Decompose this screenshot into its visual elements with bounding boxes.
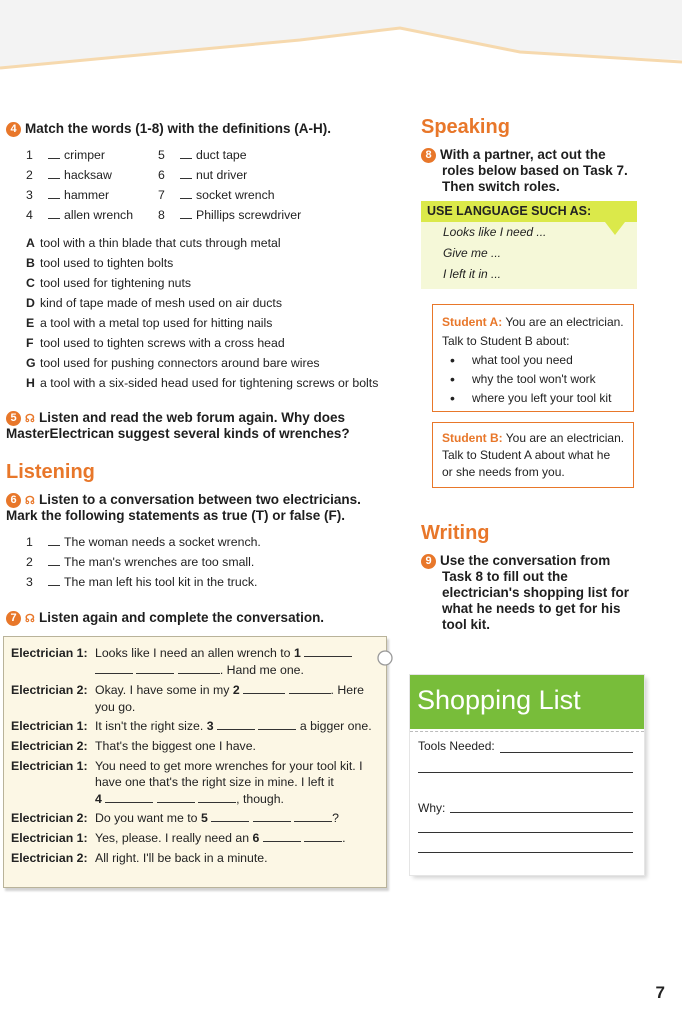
bullet-item: • where you left your tool kit: [442, 389, 633, 408]
answer-blank[interactable]: [263, 830, 301, 842]
why-line[interactable]: [418, 832, 633, 833]
word-item: 1 crimper: [26, 148, 105, 162]
word-item: 4 allen wrench: [26, 208, 134, 222]
task7-number: 7: [6, 611, 21, 626]
bullet-item: • why the tool won't work: [442, 370, 633, 389]
task4-words-col2: [158, 145, 338, 225]
phrase-item: I left it in ...: [443, 267, 502, 281]
definition-item: F tool used to tighten screws with a cross head: [26, 336, 285, 350]
headphones-icon: ☊: [25, 413, 35, 425]
listening-heading: Listening: [6, 461, 95, 483]
task6-number: 6: [6, 493, 21, 508]
task9-instruction: 9 Use the conversation from Task 8 to fill out the electrician's shopping list for what he needs to get for his tool kit.: [421, 553, 671, 633]
tools-needed-line[interactable]: [500, 752, 633, 753]
word-item: 5 duct tape: [158, 148, 247, 162]
student-a-card: Student A: You are an electrician. Talk to Student B about: • what tool you need • why the tool won't work • where you left your tool kit: [432, 304, 634, 412]
word-item: 7 socket wrench: [158, 188, 275, 202]
answer-blank[interactable]: [211, 810, 249, 822]
definition-item: B tool used to tighten bolts: [26, 256, 174, 270]
answer-blank[interactable]: [304, 830, 342, 842]
definition-item: D kind of tape made of mesh used on air ducts: [26, 296, 282, 310]
answer-blank[interactable]: [243, 682, 285, 694]
answer-blank[interactable]: [289, 682, 331, 694]
answer-blank[interactable]: [136, 662, 174, 674]
student-b-label: Student B:: [442, 431, 503, 445]
answer-blank[interactable]: [294, 810, 332, 822]
statement-item: 1 The woman needs a socket wrench.: [26, 535, 261, 549]
definition-item: A tool with a thin blade that cuts through metal: [26, 236, 281, 250]
bullet-item: • what tool you need: [442, 351, 633, 370]
task9-number: 9: [421, 554, 436, 569]
statement-item: 3 The man left his tool kit in the truck.: [26, 575, 258, 589]
writing-heading: Writing: [421, 522, 490, 544]
phrase-item: Looks like I need ...: [443, 225, 547, 239]
callout-tail-icon: [605, 222, 625, 236]
task4-number: 4: [6, 122, 21, 137]
task8-instruction: 8 With a partner, act out the roles below based on Task 7. Then switch roles.: [421, 147, 661, 195]
task4-definitions: [26, 233, 386, 393]
shopping-list-title: Shopping List: [410, 675, 644, 729]
task7-instruction: 7 ☊ Listen again and complete the conversation.: [6, 610, 324, 626]
headphones-icon: ☊: [25, 495, 35, 507]
page-top-band: [0, 0, 682, 75]
student-a-label: Student A:: [442, 315, 503, 329]
definition-item: E a tool with a metal top used for hitting nails: [26, 316, 273, 330]
why-line[interactable]: [450, 812, 633, 813]
page-number: 7: [655, 983, 665, 1002]
task4-words-col1: [26, 145, 146, 225]
answer-blank[interactable]: [178, 662, 220, 674]
use-language-box: [421, 201, 637, 289]
word-item: 6 nut driver: [158, 168, 248, 182]
headphones-icon: ☊: [25, 613, 35, 625]
task6-statements: [26, 532, 386, 592]
answer-blank[interactable]: [217, 718, 255, 730]
word-item: 8 Phillips screwdriver: [158, 208, 302, 222]
tools-needed-label: Tools Needed:: [418, 739, 495, 753]
task8-number: 8: [421, 148, 436, 163]
task5-number: 5: [6, 411, 21, 426]
answer-blank[interactable]: [105, 791, 153, 803]
answer-blank[interactable]: [304, 645, 352, 657]
student-b-card: Student B: You are an electrician. Talk to Student A about what he or she needs from you.: [432, 422, 634, 488]
statement-item: 2 The man's wrenches are too small.: [26, 555, 255, 569]
answer-blank[interactable]: [157, 791, 195, 803]
definition-item: G tool used for pushing connectors around bare wires: [26, 356, 320, 370]
speaking-heading: Speaking: [421, 116, 510, 138]
answer-blank[interactable]: [95, 662, 133, 674]
phrase-item: Give me ...: [443, 246, 502, 260]
word-item: 3 hammer: [26, 188, 110, 202]
task4-instruction: 4 Match the words (1-8) with the definitions (A-H).: [6, 121, 331, 137]
conversation-card: Electrician 1: Looks like I need an allen wrench to 1 . Hand me one. Electrician 2: Okay. I have some in my 2 . Here you go. Electrician 1: It isn't the right size. 3 a bigger one. Electrician 2: That's the biggest one I have. Electrician 1: You need to get more wrenches for your tool kit. I have one that's the right size in mine. I left it 4 , though. Electrician 2: Do you want me to 5 ? Electrician 1: Yes, please. I really need an 6 . Electrician 2: All right. I'll be back in a minute.: [3, 636, 387, 888]
definition-item: C tool used for tightening nuts: [26, 276, 192, 290]
answer-blank[interactable]: [253, 810, 291, 822]
task6-instruction: 6 ☊ Listen to a conversation between two electricians. Mark the following statements as true (T) or false (F).: [6, 492, 361, 523]
use-language-header: USE LANGUAGE SUCH AS:: [421, 201, 637, 222]
definition-item: H a tool with a six-sided head used for tightening screws or bolts: [26, 376, 379, 390]
word-item: 2 hacksaw: [26, 168, 112, 182]
tools-needed-line[interactable]: [418, 772, 633, 773]
answer-blank[interactable]: [198, 791, 236, 803]
why-label: Why:: [418, 801, 446, 815]
why-line[interactable]: [418, 852, 633, 853]
answer-blank[interactable]: [258, 718, 296, 730]
task5-instruction: 5 ☊ Listen and read the web forum again. Why does MasterElectrican suggest several kinds of wrenches?: [6, 410, 350, 441]
shopping-list-card: [410, 675, 644, 875]
